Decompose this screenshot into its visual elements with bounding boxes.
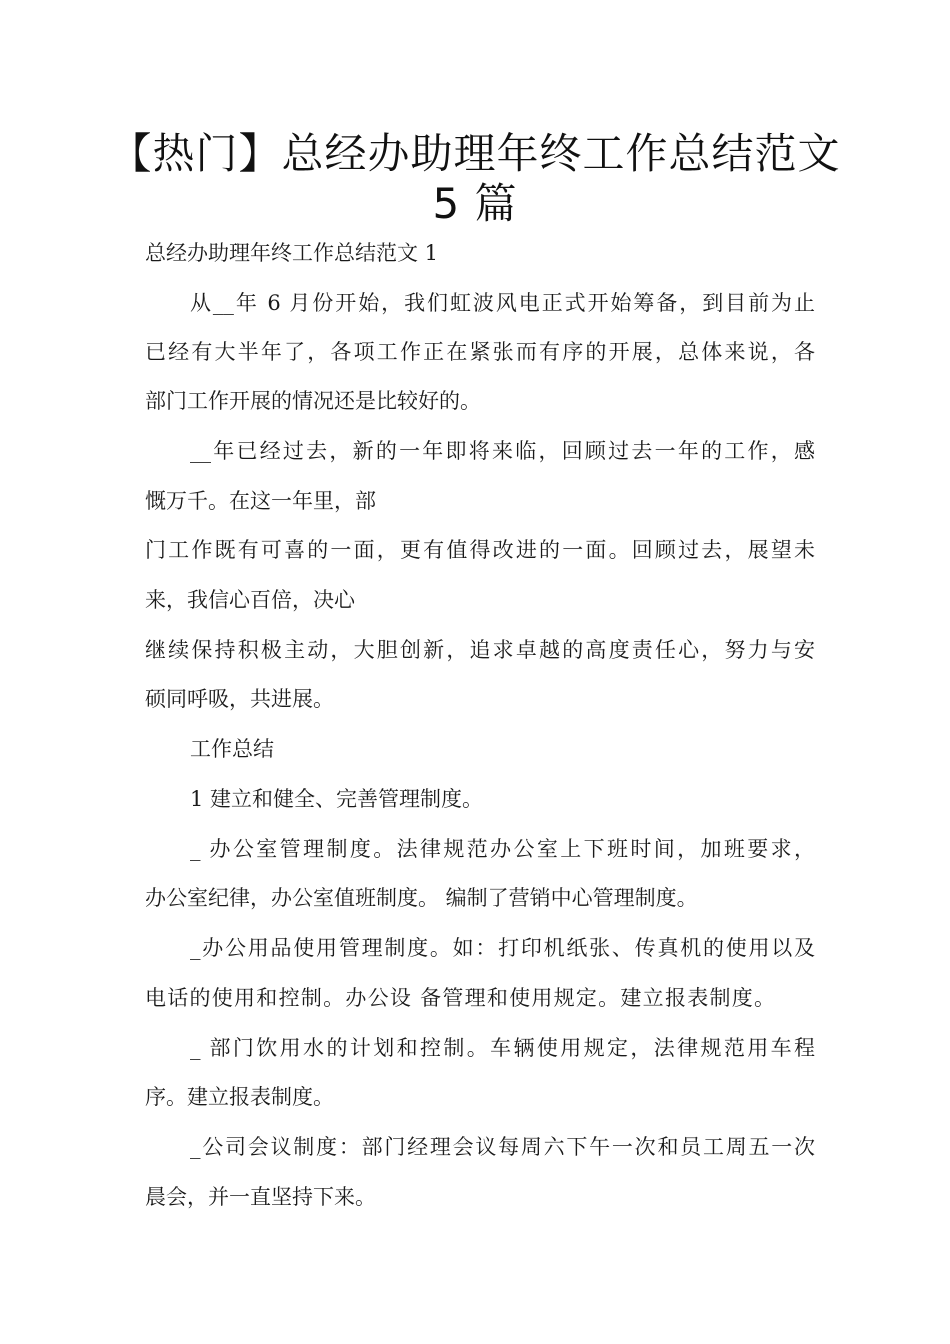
paragraph-line: 电话的使用和控制。办公设 备管理和使用规定。建立报表制度。: [145, 986, 775, 1010]
paragraph-line: __年已经过去，新的一年即将来临，回顾过去一年的工作，感: [190, 439, 815, 463]
paragraph-line: 晨会，并一直坚持下来。: [145, 1185, 376, 1209]
paragraph-line: 继续保持积极主动，大胆创新，追求卓越的高度责任心，努力与安: [145, 638, 815, 662]
paragraph-line: 来，我信心百倍，决心: [145, 588, 355, 612]
paragraph-line: 部门工作开展的情况还是比较好的。: [145, 389, 481, 413]
section-heading: 总经办助理年终工作总结范文 1: [145, 241, 439, 265]
paragraph-line: 办公室纪律，办公室值班制度。 编制了营销中心管理制度。: [145, 886, 698, 910]
document-title-line-1: 【热门】总经办助理年终工作总结范文: [109, 129, 841, 178]
paragraph-line: 已经有大半年了，各项工作正在紧张而有序的开展，总体来说，各: [145, 340, 815, 364]
list-item-heading: 1 建立和健全、完善管理制度。: [190, 787, 484, 811]
paragraph-line: 门工作既有可喜的一面，更有值得改进的一面。回顾过去，展望未: [145, 538, 815, 562]
paragraph-line: 从__年 6 月份开始，我们虹波风电正式开始筹备，到目前为止: [190, 291, 815, 315]
paragraph-line: 硕同呼吸，共进展。: [145, 687, 334, 711]
paragraph-line: 慨万千。在这一年里，部: [145, 489, 376, 513]
paragraph-line: _ 部门饮用水的计划和控制。车辆使用规定，法律规范用车程: [190, 1036, 815, 1060]
paragraph-line: _办公用品使用管理制度。如：打印机纸张、传真机的使用以及: [190, 936, 815, 960]
document-title-line-2: 5 篇: [432, 179, 518, 228]
paragraph-line: _ 办公室管理制度。法律规范办公室上下班时间，加班要求，: [190, 837, 815, 861]
paragraph-line: _公司会议制度：部门经理会议每周六下午一次和员工周五一次: [190, 1135, 815, 1159]
paragraph-line: 序。建立报表制度。: [145, 1085, 334, 1109]
subsection-heading: 工作总结: [190, 737, 274, 761]
